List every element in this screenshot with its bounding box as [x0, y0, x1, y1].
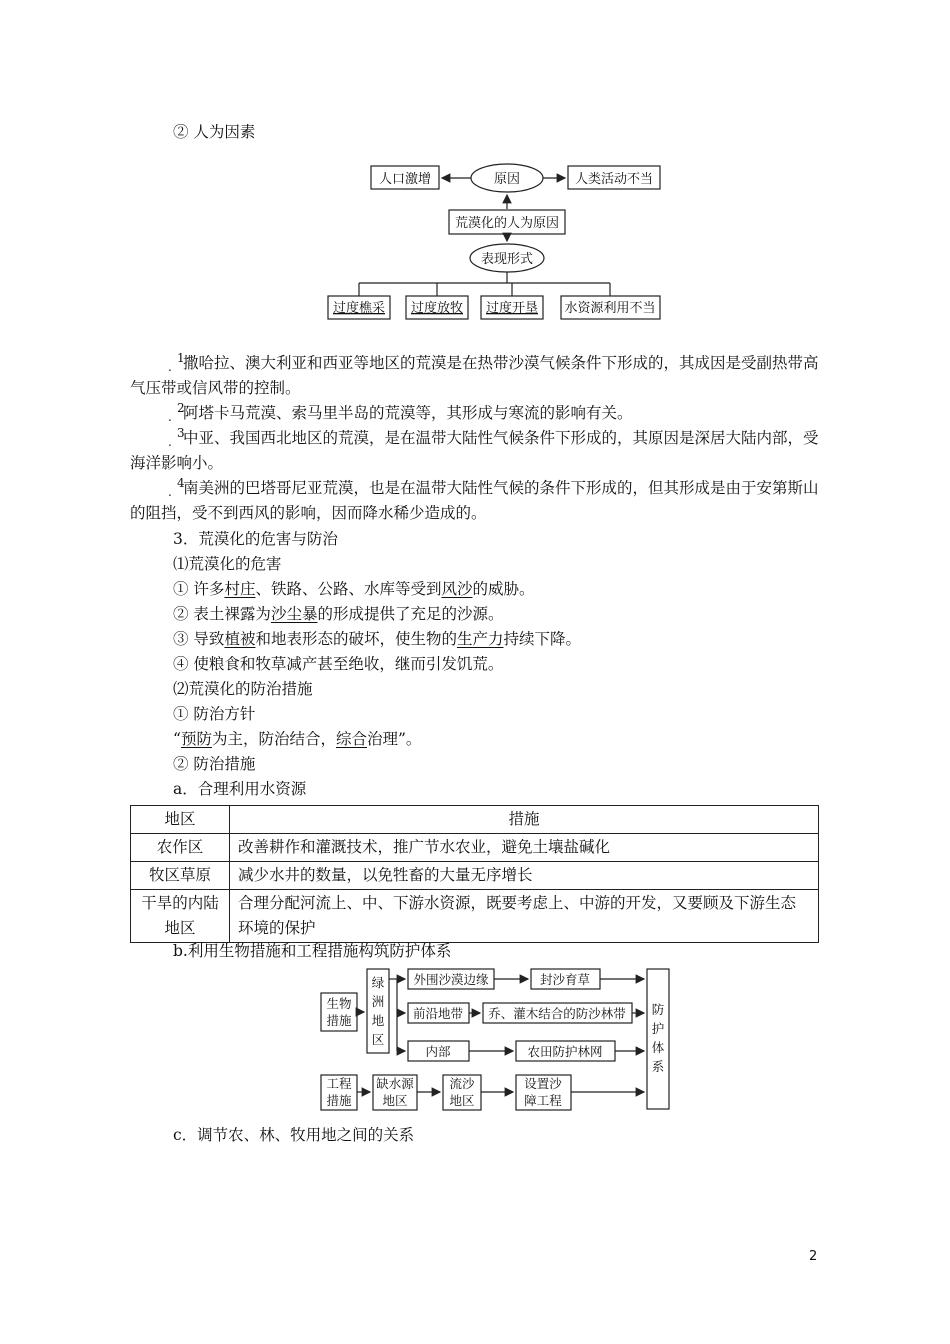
bio-label: 措施 [326, 1013, 352, 1028]
human-activity-label: 人类活动不当 [574, 172, 654, 187]
net-label: 农田防护林网 [527, 1044, 603, 1059]
measure-cell: 改善耕作和灌溉技术，推广节水农业，避免土壤盐碱化 [230, 834, 819, 862]
harm-1: ① 许多村庄、铁路、公路、水库等受到风沙的威胁。 [173, 580, 535, 598]
measure-title: ⑵荒漠化的防治措施 [173, 680, 313, 698]
leaf-label-4: 水资源利用不当 [564, 301, 656, 316]
front-label: 前沿地带 [412, 1006, 464, 1021]
set-label: 设置沙 [524, 1076, 562, 1091]
heading-human-factors: ② 人为因素 [173, 123, 256, 141]
system-label: 防 [651, 1002, 665, 1017]
protection-system-diagram [0, 960, 950, 1120]
cause-label: 原因 [493, 172, 521, 187]
header-measure: 措施 [230, 806, 819, 834]
note-1: 撒哈拉、澳大利亚和西亚等地区的荒漠是在热带沙漠气候条件下形成的，其成因是受副热带高气压带或信风带的控制。 [130, 354, 819, 397]
policy-text: “预防为主，防治结合，综合治理”。 [173, 730, 422, 748]
note-2: 阿塔卡马荒漠、索马里半岛的荒漠等，其形成与寒流的影响有关。 [183, 404, 633, 422]
section-title: 3．荒漠化的危害与防治 [173, 530, 338, 548]
lack-label: 缺水源 [376, 1076, 414, 1091]
note-number: 1 [177, 351, 185, 365]
protection-title: b.利用生物措施和工程措施构筑防护体系 [173, 942, 452, 960]
table-row [131, 890, 819, 943]
leaf-label-1: 过度樵采 [332, 301, 386, 316]
region-cell: 牧区草原 [131, 862, 230, 890]
region-cell: 农作区 [131, 834, 230, 862]
inner-label: 内部 [425, 1044, 451, 1059]
outer-label: 外围沙漠边缘 [413, 972, 489, 987]
oasis-label: 区 [371, 1032, 385, 1047]
eng-label: 措施 [326, 1093, 352, 1108]
water-title: a．合理利用水资源 [173, 780, 307, 798]
population-label: 人口激增 [378, 172, 432, 187]
note-number: 4 [177, 476, 185, 490]
sand-label: 流沙 [449, 1076, 475, 1091]
measure-cell: 减少水井的数量，以免牲畜的大量无序增长 [230, 862, 819, 890]
table-header-row [131, 806, 819, 834]
table-row [131, 834, 819, 862]
note-3: 中亚、我国西北地区的荒漠，是在温带大陆性气候条件下形成的，其原因是深居大陆内部，受海洋影响小。 [130, 429, 819, 472]
belt-label: 乔、灌木结合的防沙林带 [488, 1006, 626, 1021]
set-label: 障工程 [524, 1093, 562, 1108]
note-number: 2 [177, 401, 185, 415]
harm-title: ⑴荒漠化的危害 [173, 555, 282, 573]
region-cell: 干旱的内陆地区 [131, 890, 230, 943]
header-region: 地区 [131, 806, 230, 834]
note-marker: . [168, 485, 172, 499]
measures-title: ② 防治措施 [173, 755, 256, 773]
human-cause-label: 荒漠化的人为原因 [454, 216, 560, 231]
oasis-label: 地 [371, 1013, 385, 1028]
note-marker: . [168, 410, 172, 424]
measure-cell: 合理分配河流上、中、下游水资源，既要考虑上、中游的开发，又要顾及下游生态环境的保护 [230, 890, 819, 943]
leaf-label-2: 过度放牧 [410, 301, 464, 316]
table-row [131, 862, 819, 890]
note-marker: . [168, 360, 172, 374]
sand-label: 地区 [449, 1093, 475, 1108]
human-causes-diagram [0, 0, 950, 330]
page-number: 2 [809, 1249, 818, 1264]
system-label: 体 [651, 1040, 665, 1055]
harm-2: ② 表土裸露为沙尘暴的形成提供了充足的沙源。 [173, 605, 504, 623]
oasis-label: 洲 [371, 994, 385, 1009]
eng-label: 工程 [326, 1076, 352, 1091]
oasis-label: 绿 [371, 975, 385, 990]
harm-3: ③ 导致植被和地表形态的破坏，使生物的生产力持续下降。 [173, 630, 581, 648]
land-use-title: c．调节农、林、牧用地之间的关系 [173, 1126, 415, 1144]
system-box [647, 969, 669, 1109]
water-measures-table [130, 805, 819, 943]
system-label: 系 [651, 1059, 665, 1074]
note-marker: . [168, 435, 172, 449]
policy-title: ① 防治方针 [173, 705, 256, 723]
lack-label: 地区 [382, 1093, 408, 1108]
seal-label: 封沙育草 [539, 972, 591, 987]
note-4: 南美洲的巴塔哥尼亚荒漠，也是在温带大陆性气候的条件下形成的，但其形成是由于安第斯山的阻挡，受不到西风的影响，因而降水稀少造成的。 [130, 479, 819, 522]
harm-4: ④ 使粮食和牧草减产甚至绝收，继而引发饥荒。 [173, 655, 504, 673]
form-label: 表现形式 [480, 252, 534, 267]
leaf-label-3: 过度开垦 [485, 301, 539, 316]
note-number: 3 [177, 426, 185, 440]
bio-label: 生物 [326, 996, 352, 1011]
system-label: 护 [651, 1021, 665, 1036]
